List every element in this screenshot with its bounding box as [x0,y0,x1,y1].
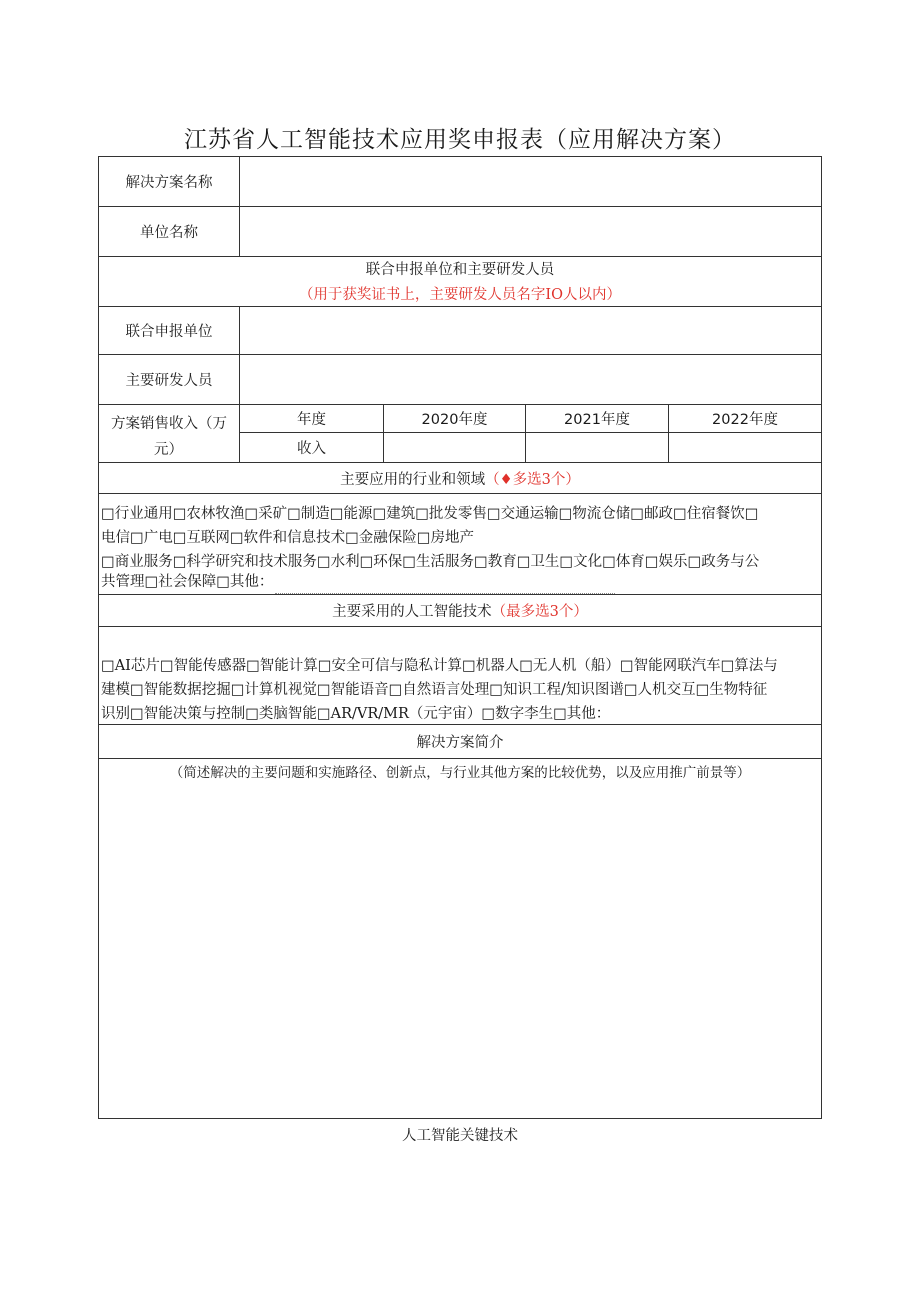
intro-section-header: 解决方案简介 [416,735,504,751]
intro-note: （简述解决的主要问题和实施路径、创新点，与行业其他方案的比较优势，以及应用推广前景等） [169,765,751,781]
income-row-label: 收入 [297,441,326,457]
researchers-label: 主要研发人员 [125,373,213,389]
application-form-table [98,156,822,1119]
industry-options-line4: 共管理□社会保障□其他： [101,574,274,590]
industry-options-line: □商业服务□科学研究和技术服务□水利□环保□生活服务□教育□卫生□文化□体育□娱乐□政务与公 [101,554,760,570]
intro-field[interactable] [99,785,821,1117]
tech-options[interactable] [101,654,823,726]
solution-name-label: 解决方案名称 [125,175,213,191]
tech-options-line: □AI芯片□智能传感器□智能计算□安全可信与隐私计算□机器人□无人机（船）□智能网联汽车□算法与 [101,658,778,674]
industry-options[interactable] [101,502,823,594]
researchers-field[interactable] [240,355,822,404]
industry-section-header [99,463,821,493]
tech-options-line: 识别□智能决策与控制□类脑智能□AR/VR/MR（元宇宙）□数字李生□其他： [101,706,611,722]
industry-options-line: □行业通用□农林牧渔□采矿□制造□能源□建筑□批发零售□交通运输□物流仓储□邮政□住宿餐饮□ [101,506,759,522]
industry-other-blank[interactable] [275,579,615,594]
joint-unit-label: 联合申报单位 [125,324,213,340]
tech-options-line: 建模□智能数据挖掘□计算机视觉□智能语音□自然语言处理□知识工程/知识图谱□人机交互□生物特征 [101,682,768,698]
sales-label-line2: 元） [154,442,183,458]
unit-name-label: 单位名称 [140,225,198,241]
sales-label-line1: 方案销售收入（万 [111,416,227,432]
income-2020-field[interactable] [384,433,525,462]
joint-section-note: （用于获奖证书上，主要研发人员名字IO人以内） [298,286,622,303]
industry-options-line: 电信□广电□互联网□软件和信息技术□金融保险□房地产 [101,530,474,546]
year-header-label: 年度 [297,412,326,428]
tech-section-header [99,595,821,626]
year-2020-header: 2020年度 [421,412,488,428]
row-divider [99,493,821,494]
joint-unit-field[interactable] [240,307,822,354]
tech-header-note: （最多选3个） [491,604,588,620]
footer-caption: 人工智能关键技术 [402,1128,518,1144]
joint-section-header: 联合申报单位和主要研发人员 [365,262,555,278]
row-divider [99,626,821,627]
industry-header-note: （♦多选3个） [485,471,580,488]
income-2022-field[interactable] [669,433,821,462]
income-2021-field[interactable] [526,433,668,462]
year-2021-header: 2021年度 [564,412,630,428]
solution-name-field[interactable] [240,157,822,206]
unit-name-field[interactable] [240,207,822,256]
form-title: 江苏省人工智能技术应用奖申报表（应用解决方案） [184,127,736,153]
year-2022-header: 2022年度 [712,412,778,428]
industry-header-text: 主要应用的行业和领域 [340,471,486,488]
tech-header-text: 主要采用的人工智能技术 [332,604,492,620]
